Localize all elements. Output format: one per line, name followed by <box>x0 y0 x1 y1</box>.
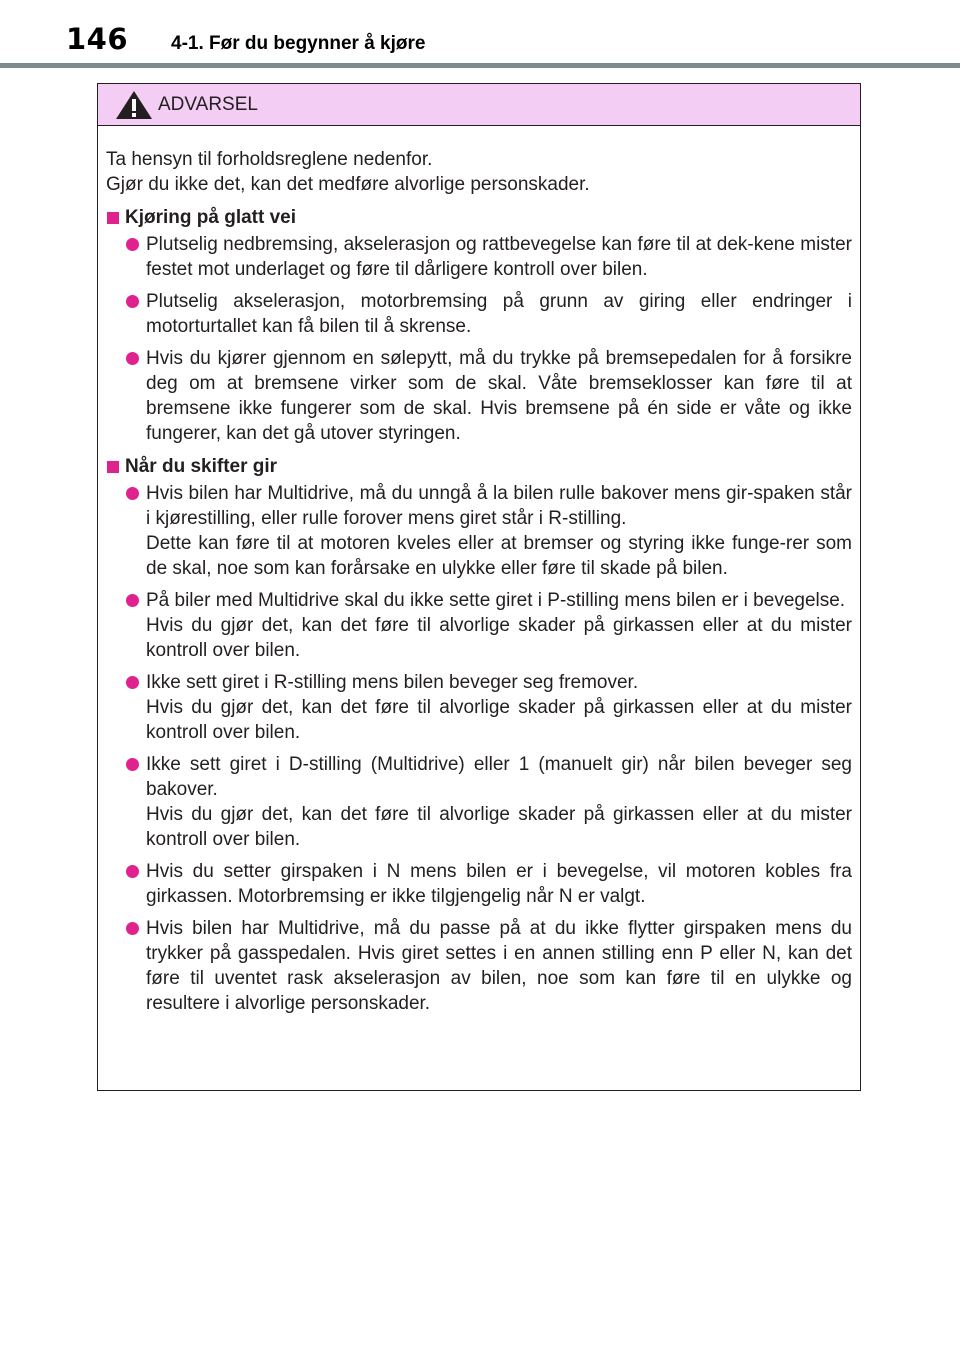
list-item <box>106 481 852 581</box>
list-item-text <box>146 670 852 745</box>
circle-bullet-icon <box>126 238 139 251</box>
paragraph: Hvis bilen har Multidrive, må du passe på at du ikke flytter girspaken mens du trykker på gasspedalen. Hvis giret settes i en annen stilling enn P eller N, kan det føre til uventet rask akselerasjon av bilen, noe som kan føre til en ulykke og resultere i alvorlige personskader. <box>146 918 852 1014</box>
list-item-text <box>146 289 852 339</box>
square-bullet-icon <box>107 461 119 473</box>
circle-bullet-icon <box>126 295 139 308</box>
subsection-title <box>106 205 852 230</box>
subsection-title-text: Når du skifter gir <box>125 456 278 477</box>
paragraph: Hvis du gjør det, kan det føre til alvorlige skader på girkassen eller at du mister kontroll over bilen. <box>146 615 852 661</box>
section-title: 4-1. Før du begynner å kjøre <box>171 33 426 54</box>
list-item <box>106 346 852 446</box>
square-bullet-icon <box>107 212 119 224</box>
list-item <box>106 289 852 339</box>
paragraph: Plutselig akselerasjon, motorbremsing på grunn av giring eller endringer i motorturtallet kan få bilen til å skrense. <box>146 291 852 337</box>
list-item-text <box>146 232 852 282</box>
circle-bullet-icon <box>126 676 139 689</box>
paragraph: Plutselig nedbremsing, akselerasjon og rattbevegelse kan føre til at dek-kene mister festet mot underlaget og føre til dårligere kontroll over bilen. <box>146 234 852 280</box>
paragraph: Hvis du gjør det, kan det føre til alvorlige skader på girkassen eller at du mister kontroll over bilen. <box>146 804 852 850</box>
warning-intro <box>106 147 852 197</box>
warning-header <box>98 84 860 126</box>
circle-bullet-icon <box>126 865 139 878</box>
list-item <box>106 752 852 852</box>
paragraph: Hvis bilen har Multidrive, må du unngå å la bilen rulle bakover mens gir-spaken står i kjørestilling, eller rulle forover mens giret står i R-stilling. <box>146 483 852 529</box>
page-header <box>0 0 960 70</box>
paragraph: Ikke sett giret i R-stilling mens bilen beveger seg fremover. <box>146 672 639 693</box>
list-item-text <box>146 481 852 581</box>
circle-bullet-icon <box>126 922 139 935</box>
circle-bullet-icon <box>126 758 139 771</box>
list-item <box>106 588 852 663</box>
circle-bullet-icon <box>126 594 139 607</box>
subsection-title <box>106 454 852 479</box>
list-item-text <box>146 916 852 1016</box>
subsection-slippery-road <box>106 205 852 446</box>
list-item-text <box>146 859 852 909</box>
list-item <box>106 670 852 745</box>
paragraph: På biler med Multidrive skal du ikke sette giret i P-stilling mens bilen er i bevegelse. <box>146 590 846 611</box>
page-number: 146 <box>66 22 129 56</box>
list-item <box>106 859 852 909</box>
warning-box <box>97 83 861 1091</box>
paragraph: Hvis du gjør det, kan det føre til alvorlige skader på girkassen eller at du mister kontroll over bilen. <box>146 697 852 743</box>
header-rule <box>0 63 960 68</box>
list-item-text <box>146 752 852 852</box>
paragraph: Ikke sett giret i D-stilling (Multidrive) eller 1 (manuelt gir) når bilen beveger seg bakover. <box>146 754 852 800</box>
circle-bullet-icon <box>126 487 139 500</box>
paragraph: Hvis du setter girspaken i N mens bilen er i bevegelse, vil motoren kobles fra girkassen. Motorbremsing er ikke tilgjengelig når N er valgt. <box>146 861 852 907</box>
list-item <box>106 916 852 1016</box>
list-item-text <box>146 588 852 663</box>
subsection-title-text: Kjøring på glatt vei <box>125 207 297 228</box>
paragraph: Hvis du kjører gjennom en sølepytt, må du trykke på bremsepedalen for å forsikre deg om at bremsene virker som de skal. Våte bremseklosser kan føre til at bremsene ikke fungerer som de skal. Hvis bremsene på én side er våte og ikke fungerer, kan det gå utover styringen. <box>146 348 852 444</box>
warning-label: ADVARSEL <box>158 94 258 115</box>
intro-line: Ta hensyn til forholdsreglene nedenfor. <box>106 149 433 170</box>
list-item <box>106 232 852 282</box>
circle-bullet-icon <box>126 352 139 365</box>
intro-line: Gjør du ikke det, kan det medføre alvorlige personskader. <box>106 174 590 195</box>
paragraph: Dette kan føre til at motoren kveles eller at bremser og styring ikke funge-rer som de skal, noe som kan forårsake en ulykke eller føre til skade på bilen. <box>146 533 852 579</box>
list-item-text <box>146 346 852 446</box>
warning-body <box>98 126 860 1016</box>
subsection-shifting-gears <box>106 454 852 1016</box>
warning-triangle-icon <box>115 90 153 120</box>
